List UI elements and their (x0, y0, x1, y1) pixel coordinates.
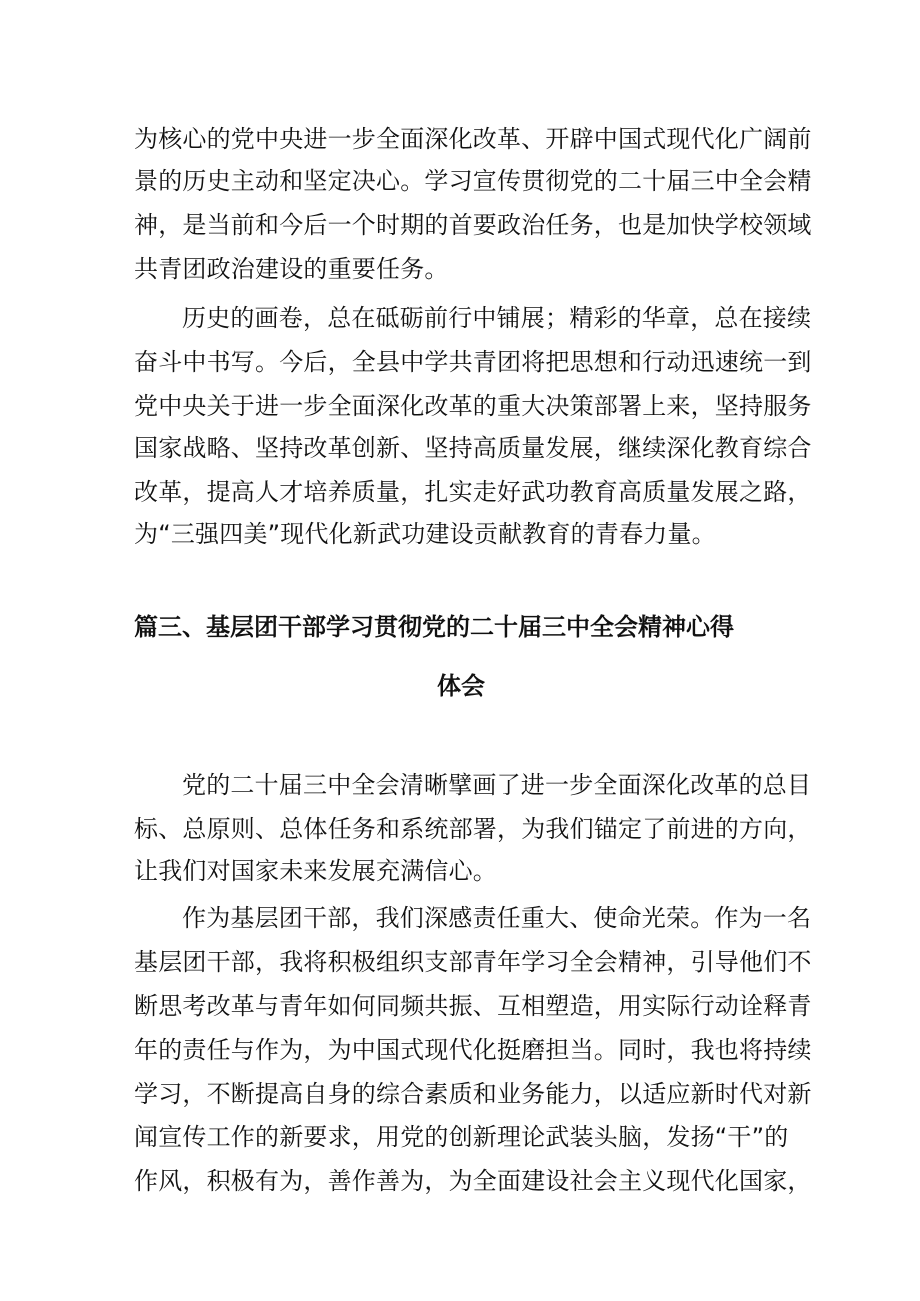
text-line: 党的二十届三中全会清晰擘画了进一步全面深化改革的总目 (182, 771, 812, 799)
text-line: 景的历史主动和坚定决心。学习宣传贯彻党的二十届三中全会精 (134, 167, 812, 195)
text-line: 年的责任与作为，为中国式现代化挺磨担当。同时，我也将持续 (134, 1036, 812, 1064)
section-heading: 篇三、基层团干部学习贯彻党的二十届三中全会精神心得 (134, 613, 734, 641)
text-line: 学习，不断提高自身的综合素质和业务能力，以适应新时代对新 (134, 1080, 812, 1108)
text-line: 党中央关于进一步全面深化改革的重大决策部署上来，坚持服务 (134, 392, 812, 420)
text-line: 为“三强四美”现代化新武功建设贡献教育的青春力量。 (134, 520, 716, 548)
text-line: 为核心的党中央进一步全面深化改革、开辟中国式现代化广阔前 (134, 125, 812, 153)
text-line: 闻宣传工作的新要求，用党的创新理论武装头脑，发扬“干”的 (134, 1123, 789, 1151)
section-heading-continued: 体会 (437, 672, 485, 700)
text-line: 作为基层团干部，我们深感责任重大、使命光荣。作为一名 (182, 904, 812, 932)
text-line: 改革，提高人才培养质量，扎实走好武功教育高质量发展之路， (134, 478, 812, 506)
text-line: 历史的画卷，总在砥砺前行中铺展；精彩的华章，总在接续 (182, 304, 812, 332)
text-line: 让我们对国家未来发展充满信心。 (134, 857, 497, 885)
text-line: 神，是当前和今后一个时期的首要政治任务，也是加快学校领域 (134, 211, 812, 239)
text-line: 奋斗中书写。今后，全县中学共青团将把思想和行动迅速统一到 (134, 348, 812, 376)
text-line: 共青团政治建设的重要任务。 (134, 255, 449, 283)
text-line: 国家战略、坚持改革创新、坚持高质量发展，继续深化教育综合 (134, 434, 812, 462)
text-line: 标、总原则、总体任务和系统部署，为我们锚定了前进的方向， (134, 815, 812, 843)
text-line: 作风，积极有为，善作善为，为全面建设社会主义现代化国家， (134, 1167, 812, 1195)
text-line: 基层团干部，我将积极组织支部青年学习全会精神，引导他们不 (134, 948, 812, 976)
text-line: 断思考改革与青年如何同频共振、互相塑造，用实际行动诠释青 (134, 992, 812, 1020)
